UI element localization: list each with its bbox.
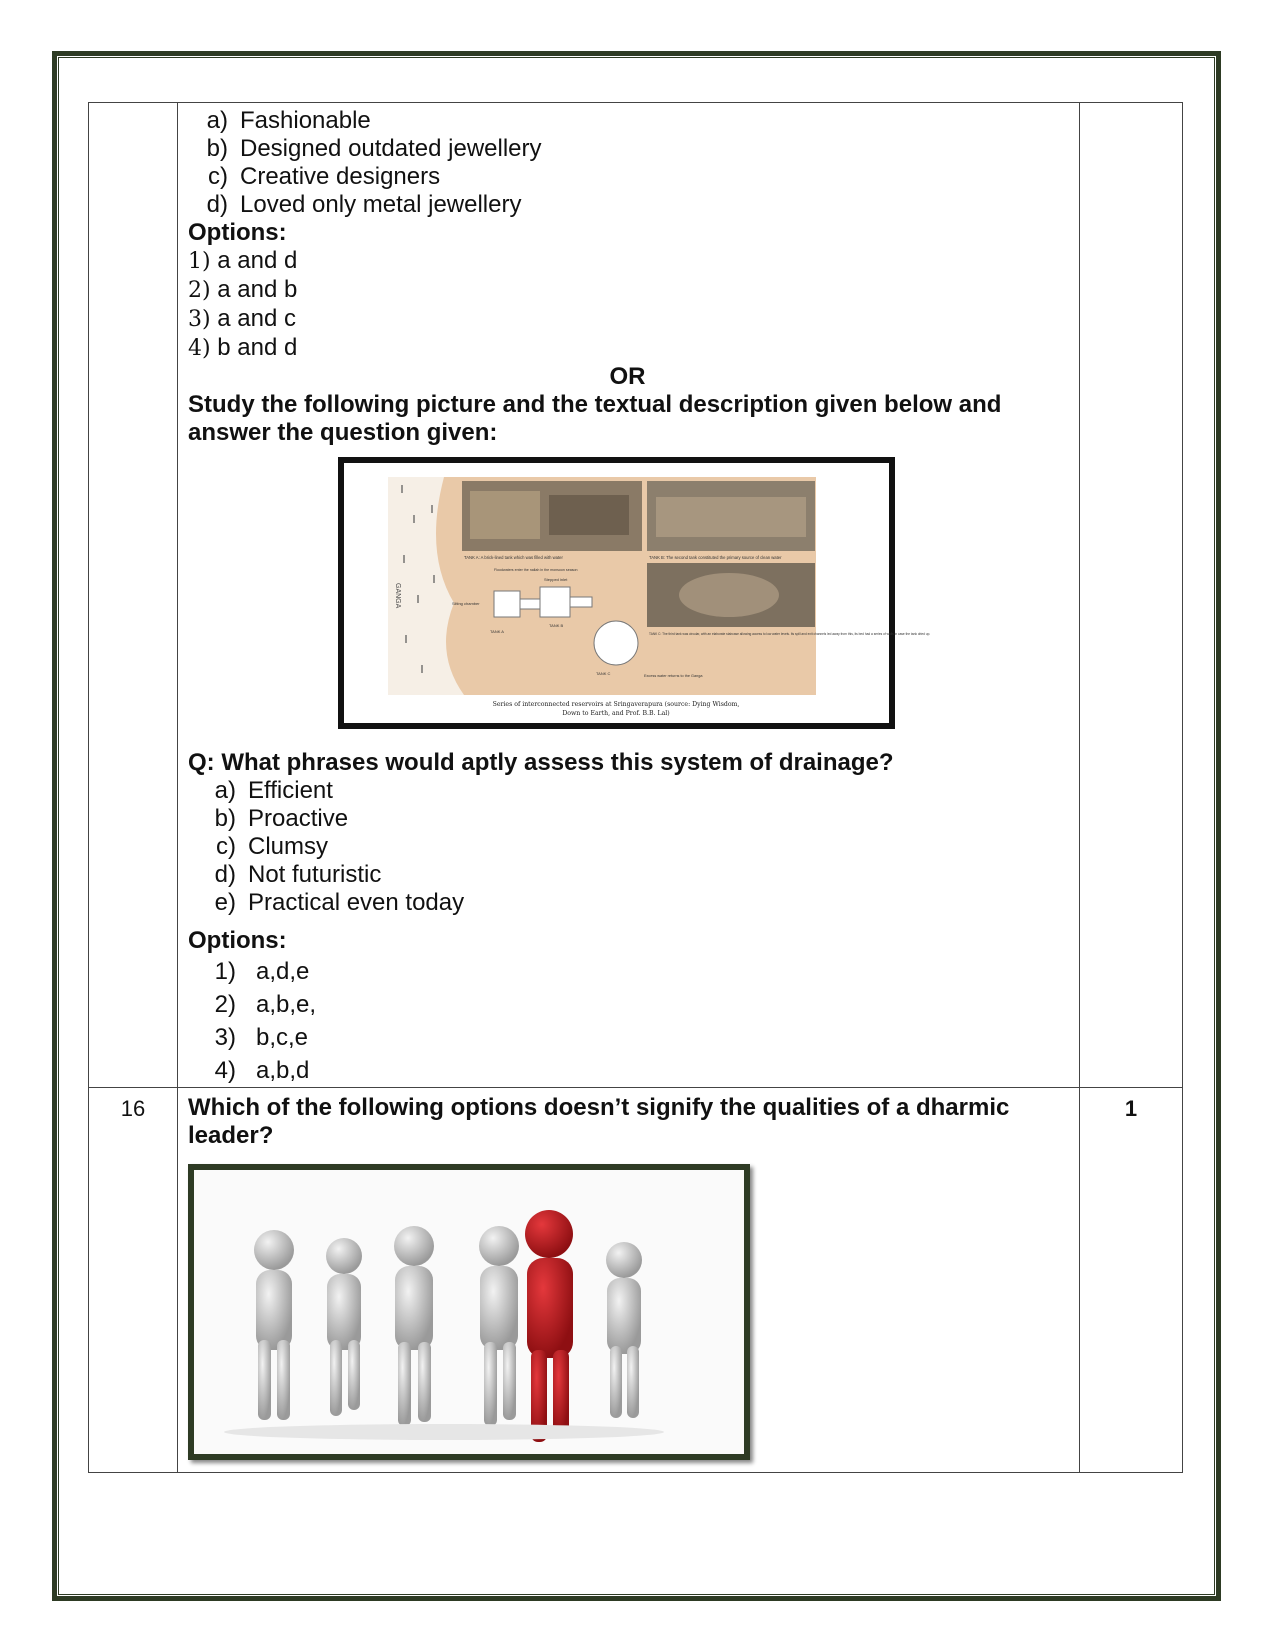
list-item: e) Practical even today <box>214 889 465 916</box>
instruction-text: Study the following picture and the textual description given below and answer the question given: <box>188 391 1002 446</box>
options-heading: Options: <box>188 219 287 246</box>
question-number-cell <box>89 103 178 1088</box>
figure-caption-line2: Down to Earth, and Prof. B.B. Lal) <box>562 710 670 717</box>
list-item: b) Proactive <box>214 805 349 832</box>
tank-b-caption: TANK B: The second tank constituted the primary source of clean water <box>649 555 782 560</box>
options-list <box>188 247 1067 363</box>
statement-list <box>188 107 1067 219</box>
follower-figure <box>606 1242 642 1418</box>
follower-figure <box>394 1226 434 1426</box>
river-label: GANGA <box>394 583 401 609</box>
tank-b-plan <box>540 587 570 617</box>
tank-c-label: TANK C <box>596 671 611 676</box>
list-item: 2) a,b,e, <box>214 991 317 1018</box>
list-item: c) Creative designers <box>208 163 441 190</box>
options-list <box>188 955 1067 1087</box>
list-item: 1) a and d <box>188 247 298 274</box>
marks-cell <box>1080 103 1183 1088</box>
stepped-inlet-label: Stepped inlet <box>544 577 568 582</box>
question-cell <box>178 103 1080 1088</box>
list-item: a) Fashionable <box>206 107 371 134</box>
list-item: b) Designed outdated jewellery <box>206 135 542 162</box>
ground-shadow <box>224 1424 664 1440</box>
follower-figure <box>326 1238 362 1416</box>
or-divider: OR <box>609 363 646 390</box>
tank-c-caption: TANK C: The third tank was circular, with an elaborate staircase allowing access to low water levels. Its spill and exit channels led away from this, its bed had a series of walls in case the tank dried up. <box>649 632 931 636</box>
tank-a-caption: TANK A: A brick-lined tank which was filled with water <box>464 555 563 560</box>
question-text: Q: What phrases would aptly assess this system of drainage? <box>188 749 894 776</box>
question-cell <box>178 1088 1080 1473</box>
options-heading: Options: <box>188 927 287 954</box>
tank-b-label: TANK B <box>549 623 564 628</box>
follower-figure <box>254 1230 294 1420</box>
list-item: d) Loved only metal jewellery <box>206 191 522 218</box>
list-item: 3) b,c,e <box>214 1024 309 1051</box>
list-item: 4) b and d <box>188 334 298 361</box>
list-item: d) Not futuristic <box>214 861 382 888</box>
statement-list <box>188 777 1067 917</box>
floodwaters-label: Floodwaters enter the nallah in the monsoon season <box>494 568 578 572</box>
excess-label: Excess water returns to the Ganga <box>644 674 703 678</box>
table-row <box>89 1088 1183 1473</box>
question-table <box>88 102 1183 1473</box>
leader-illustration <box>194 1170 744 1454</box>
list-item: c) Clumsy <box>216 833 329 860</box>
list-item: 1) a,d,e <box>214 958 310 985</box>
reservoir-figure <box>338 457 931 729</box>
table-row <box>89 103 1183 1088</box>
tank-a-label: TANK A <box>490 629 504 634</box>
tank-c-plan <box>594 621 638 665</box>
figure-caption-line1: Series of interconnected reservoirs at Sringaverapura (source: Dying Wisdom, <box>492 701 740 708</box>
reservoir-diagram <box>344 463 931 723</box>
marks: 1 <box>1080 1088 1183 1473</box>
leader-figure <box>188 1164 750 1460</box>
follower-figure <box>479 1226 519 1426</box>
list-item: a) Efficient <box>214 777 333 804</box>
leader-figure-red <box>525 1210 573 1442</box>
silting-label: Silting chamber <box>452 601 480 606</box>
question-number: 16 <box>89 1088 178 1473</box>
question-text: Which of the following options doesn’t signify the qualities of a dharmic leader? <box>188 1094 1010 1149</box>
list-item: 3) a and c <box>188 305 296 332</box>
list-item: 2) a and b <box>188 276 298 303</box>
list-item: 4) a,b,d <box>214 1057 310 1084</box>
tank-a-plan <box>494 591 520 617</box>
